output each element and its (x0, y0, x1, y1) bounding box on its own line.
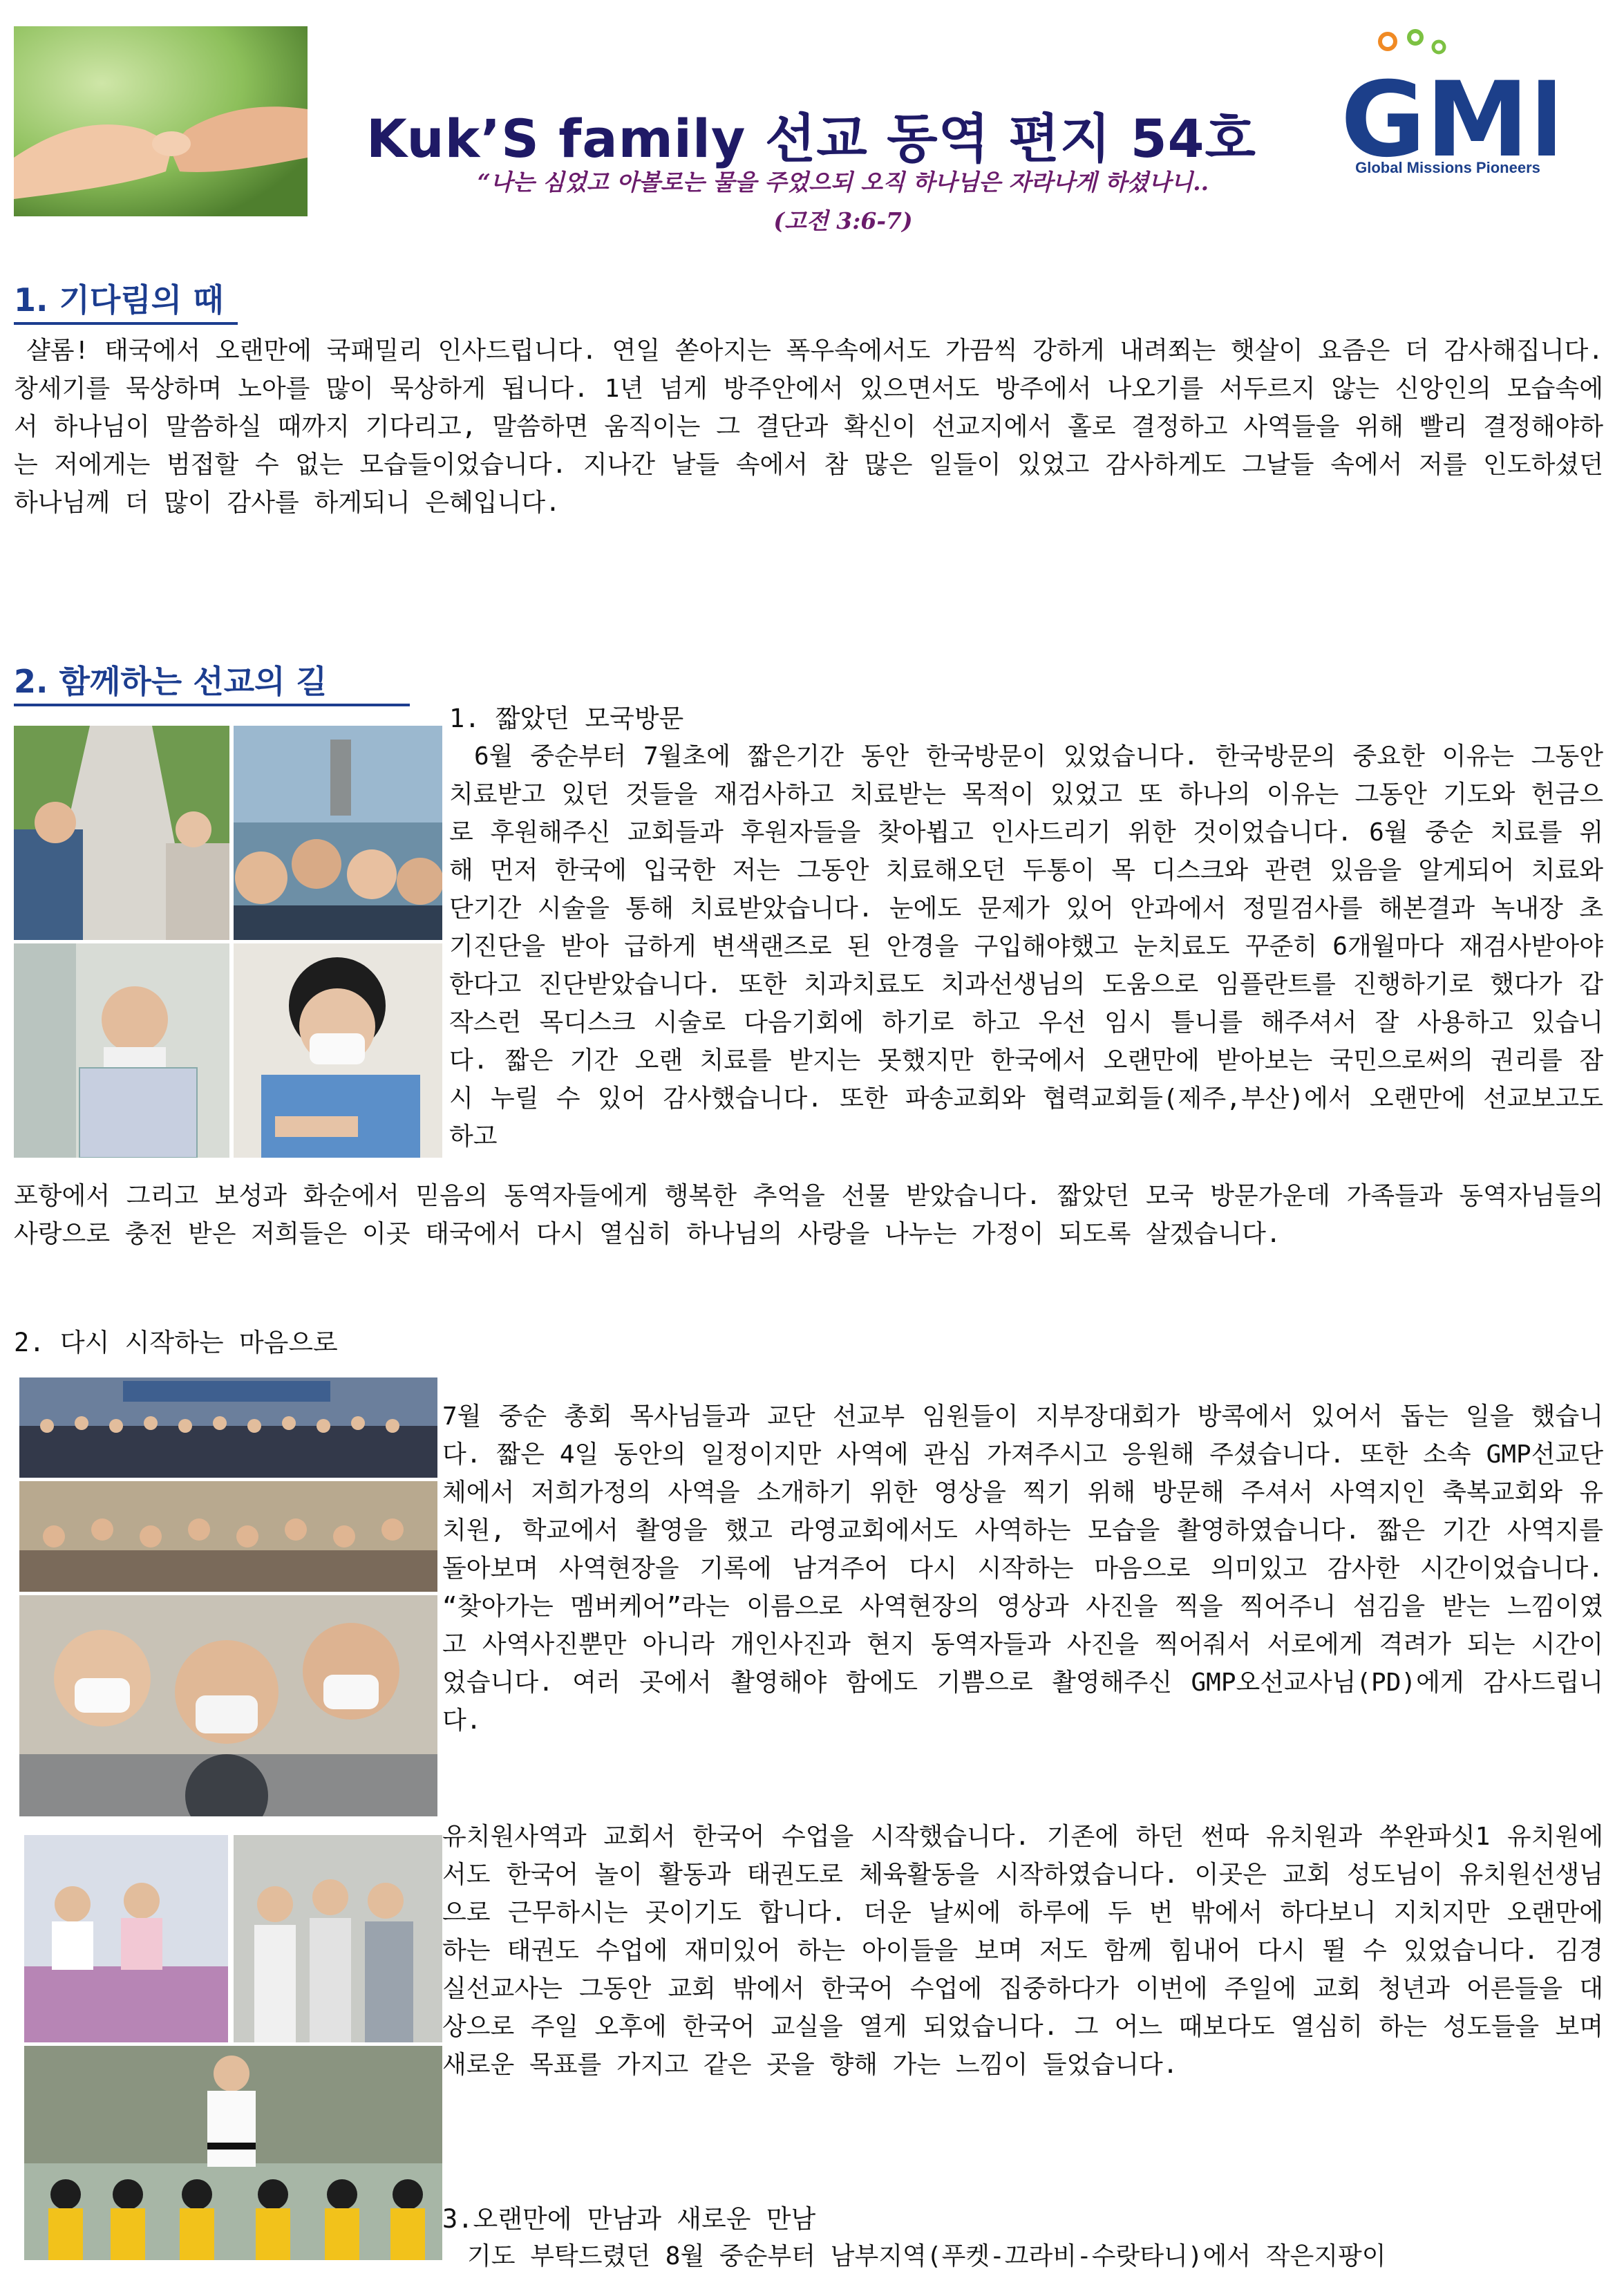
gmp-logo (1334, 28, 1555, 187)
gmp-logo-mark (1334, 28, 1555, 166)
scripture-quote-text: “나는 심었고 아볼로는 물을 주었으되 오직 하나님은 자라나게 하셨나니.. (477, 169, 1209, 196)
photo-selfie-mask-iv (234, 943, 442, 1158)
photo-family-stairs (14, 726, 229, 940)
gmp-logo-letters: GM (1341, 60, 1529, 166)
sub2-body: 7월 중순 총회 목사님들과 교단 선교부 임원들이 지부장대회가 방콕에서 있어서 돕는 일을 했습니다. 짧은 4일 동안의 일정이지만 사역에 관심 가져주시고 응원해 주셨습니다. 또한 소속 GMP선교단체에서 저희가정의 사역을 소개하기 위한 영상을 찍기 위해 방문해 주셔서 사역지인 축복교회와 유치원, 학교에서 촬영을 했고 라영교회에서도 사역하는 모습을 촬영하였습니다. 짧은 기간 사역지를 돌아보며 사역현장을 기록에 남겨주어 다시 시작하는 마음으로 의미있고 감사한 시간이었습니다. “찾아가는 멤버케어”라는 이름으로 사역현장의 영상과 사진을 찍을 찍어주니 섬김을 받는 느낌이였고 사역사진뿐만 아니라 개인사진과 현지 동역자들과 사진을 찍어줘서 서로에게 격려가 되는 시간이었습니다. 여러 곳에서 촬영해야 함에도 기쁨으로 촬영해주신 GMP오선교사님(PD)에게 감사드립니다. (442, 1402, 1603, 1735)
photo-teachers-group (234, 1835, 442, 2042)
sub1-body-bottom: 포항에서 그리고 보성과 화순에서 믿음의 동역자들에게 행복한 추억을 선물 받았습니다. 짧았던 모국 방문가운데 가족들과 동역자님들의 사랑으로 충전 받은 저희들은 이곳 태국에서 다시 열심히 하나님의 사랑을 나누는 가정이 되도록 살겠습니다. (14, 1182, 1603, 1248)
scripture-quote (325, 163, 1361, 241)
sub1-title: 1. 짧았던 모국방문 (449, 704, 684, 733)
photo-hospital-neck-brace (14, 943, 229, 1158)
section1-body: 샬롬! 태국에서 오랜만에 국패밀리 인사드립니다. 연일 쏟아지는 폭우속에서도 가끔씩 강하게 내려쬐는 햇살이 요즘은 더 감사해집니다. 창세기를 묵상하며 노아를 많이 묵상하게 됩니다. 1년 넘게 방주안에서 있으면서도 방주에서 나오기를 서두르지 않는 신앙인의 모습속에서 하나님이 말씀하실 때까지 기다리고, 말씀하면 움직이는 그 결단과 확신이 선교지에서 홀로 결정하고 사역들을 위해 빨리 결정해야하는 저에게는 범접할 수 없는 모습들이었습니다. 지나간 날들 속에서 참 많은 일들이 있었고 감사하게도 그날들 속에서 저를 인도하셨던 하나님께 더 많이 감사를 하게되니 은혜입니다. (14, 337, 1603, 517)
sub2-body-2: 유치원사역과 교회서 한국어 수업을 시작했습니다. 기존에 하던 썬따 유치원과 쑤완파싯1 유치원에서도 한국어 놀이 활동과 태권도로 체육활동을 시작하였습니다. 이곳은 교회 성도님이 유치원선생님으로 근무하시는 곳이기도 합니다. 더운 날씨에 하루에 두 번 밖에서 하다보니 지치지만 오랜만에 하는 태권도 수업에 재미있어 하는 아이들을 보며 저도 함께 힘내어 다시 뛸 수 있었습니다. 김경실선교사는 그동안 교회 밖에서 한국어 수업에 집중하다가 이번에 주일에 교회 청년과 어른들을 대상으로 주일 오후에 한국어 교실을 열게 되었습니다. 그 어느 때보다도 열심히 하는 성도들을 보며 새로운 목표를 가지고 같은 곳을 향해 가는 느낌이 들었습니다. (442, 1823, 1603, 2079)
section1-heading: 1. 기다림의 때 (14, 275, 238, 325)
sub3-title: 3.오랜만에 만남과 새로운 만남 (442, 2204, 816, 2234)
photo-kindergarten-classroom (24, 1835, 228, 2042)
photo-conference-group (19, 1377, 437, 1478)
sub2-title: 2. 다시 시작하는 마음으로 (14, 1328, 338, 1357)
sub1-body-top: 6월 중순부터 7월초에 짧은기간 동안 한국방문이 있었습니다. 한국방문의 중요한 이유는 그동안 치료받고 있던 것들을 재검사하고 치료받는 목적이 있었고 또 하나의 이유는 그동안 기도와 헌금으로 후원해주신 교회들과 후원자들을 찾아뵙고 인사드리기 위한 것이었습니다. 6월 중순 치료를 위해 먼저 한국에 입국한 저는 그동안 치료해오던 두통이 목 디스크와 관련 있음을 알게되어 치료와 단기간 시술을 통해 치료받았습니다. 눈에도 문제가 있어 안과에서 정밀검사를 해본결과 녹내장 초기진단을 받아 급하게 변색랜즈로 된 안경을 구입해야했고 눈치료도 꾸준히 6개월마다 재검사받아야 한다고 진단받았습니다. 또한 치과치료도 치과선생님의 도움으로 임플란트를 진행하기로 했다가 갑작스런 목디스크 시술로 다음기회에 하기로 하고 우선 임시 틀니를 해주셔서 잘 사용하고 있습니다. 짧은 기간 오랜 치료를 받지는 못했지만 한국에서 오랜만에 받아보는 국민으로써의 권리를 잠시 누릴 수 있어 감사했습니다. 또한 파송교회와 협력교회들(제주,부산)에서 오랜만에 선교보고도 하고 (449, 742, 1603, 1151)
photo-taekwondo-kids (24, 2046, 442, 2260)
gmp-logo-subtitle: Global Missions Pioneers (1355, 159, 1540, 176)
photo-masked-selfie (19, 1595, 437, 1816)
scripture-reference: (고전 3:6-7) (773, 207, 913, 234)
section2-heading: 2. 함께하는 선교의 길 (14, 657, 410, 706)
header-photo-pinky-promise (14, 26, 308, 216)
page-title: Kuk’S family 선교 동역 편지 54호 (366, 108, 1256, 169)
photo-heart-hands-group (19, 1481, 437, 1592)
sub3-body: 기도 부탁드렸던 8월 중순부터 남부지역(푸켓-끄라비-수랏타니)에서 작은지팡이 (467, 2242, 1386, 2270)
photo-group-hand-statue (234, 726, 442, 940)
